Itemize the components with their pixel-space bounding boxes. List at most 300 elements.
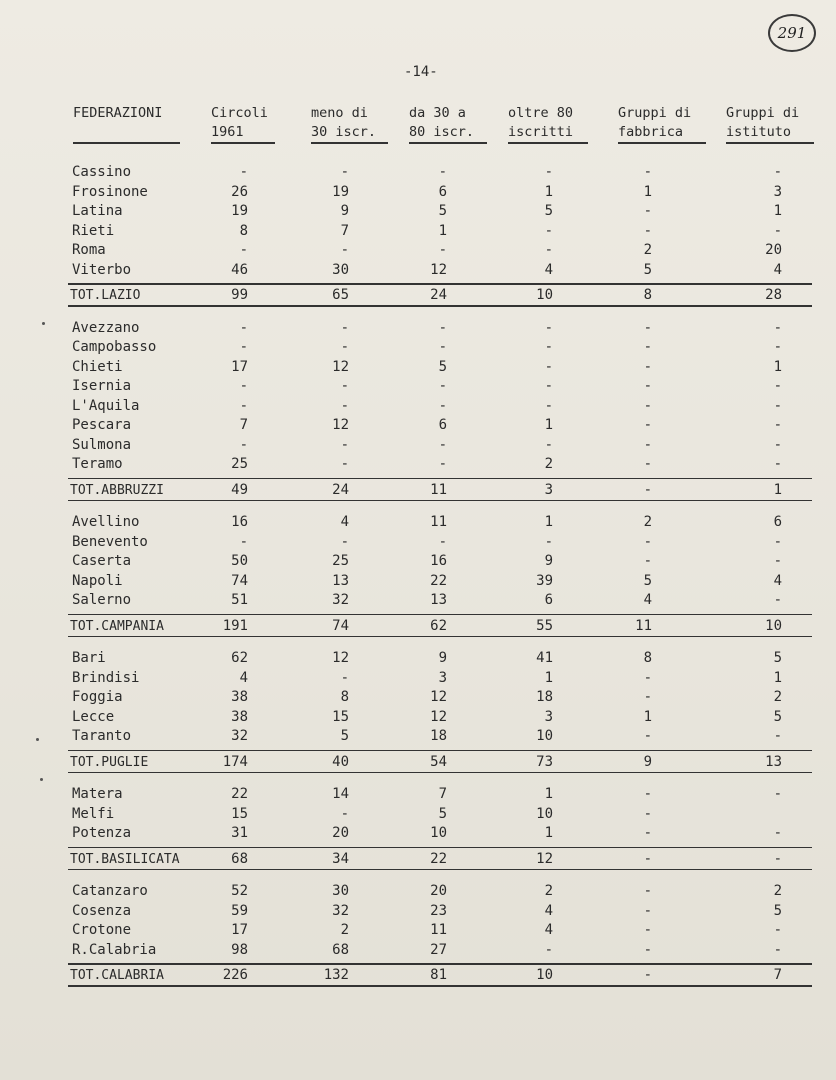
table-cell: - (643, 436, 652, 453)
table-cell: 226 (222, 967, 248, 983)
table-cell: - (340, 319, 349, 336)
table-cell: 14 (332, 786, 349, 802)
table-cell: 32 (231, 728, 248, 744)
table-cell: 4 (773, 572, 782, 589)
table-cell: 1 (773, 358, 782, 375)
table-cell: - (544, 319, 553, 336)
table-cell: 9 (340, 203, 349, 219)
table-cell: 25 (231, 456, 248, 472)
table-cell: - (643, 922, 652, 938)
table-cell: 13 (765, 753, 782, 770)
table-cell: - (340, 339, 349, 355)
table-cell: 10 (765, 617, 782, 634)
header-line1: FEDERAZIONI (73, 105, 163, 121)
table-cell: - (340, 164, 349, 180)
table-cell: - (773, 592, 782, 608)
table-cell: 8 (643, 287, 652, 303)
table-cell: 16 (430, 553, 447, 569)
federation-name: Frosinone (72, 183, 148, 200)
table-cell: 15 (332, 708, 349, 725)
table-cell: - (544, 164, 553, 180)
table-cell: 19 (332, 183, 349, 200)
table-cell: 7 (438, 786, 447, 802)
table-cell: 13 (430, 592, 447, 608)
total-top-rule (68, 614, 812, 616)
total-bottom-rule (68, 985, 812, 987)
total-top-rule (68, 750, 812, 752)
table-cell: 11 (430, 922, 447, 938)
header-underline (73, 142, 180, 144)
table-cell: - (643, 553, 652, 569)
table-cell: 1 (544, 417, 553, 433)
table-cell: - (773, 825, 782, 841)
header-line2: 30 iscr. (311, 124, 377, 140)
total-top-rule (68, 283, 812, 285)
table-cell: 6 (438, 417, 447, 433)
table-cell: 54 (430, 753, 447, 770)
table-cell: - (773, 922, 782, 938)
table-cell: 11 (430, 514, 447, 530)
table-cell: 81 (430, 967, 447, 983)
table-cell: - (643, 481, 652, 498)
table-cell: - (643, 902, 652, 919)
total-label: TOT.ABBRUZZI (70, 482, 164, 498)
header-line1: oltre 80 (508, 105, 574, 121)
table-cell: 9 (643, 753, 652, 770)
table-cell: 1 (773, 203, 782, 219)
header-line2: fabbrica (618, 124, 684, 140)
federation-name: Melfi (72, 805, 115, 822)
table-cell: 19 (231, 203, 248, 219)
header-line2: istituto (726, 124, 792, 140)
table-cell: 65 (332, 287, 349, 303)
federation-name: Isernia (72, 378, 132, 394)
table-cell: - (544, 378, 553, 394)
table-cell: 1 (544, 786, 553, 802)
header-line1: Gruppi di (726, 105, 800, 121)
header-line2: 80 iscr. (409, 124, 475, 140)
table-cell: 73 (536, 753, 553, 770)
table-cell: 30 (332, 261, 349, 278)
table-cell: 6 (438, 183, 447, 200)
table-cell: - (643, 378, 652, 394)
total-top-rule (68, 478, 812, 480)
table-cell: 12 (332, 417, 349, 433)
table-cell: 51 (231, 592, 248, 608)
table-cell: 11 (430, 481, 447, 498)
header-line1: meno di (311, 105, 368, 121)
table-cell: 6 (773, 514, 782, 530)
table-cell: - (643, 669, 652, 686)
table-cell: 5 (643, 572, 652, 589)
table-cell: 1 (643, 708, 652, 725)
table-cell: - (773, 339, 782, 355)
table-cell: 22 (430, 850, 447, 867)
table-cell: 20 (430, 883, 447, 899)
table-cell: - (438, 242, 447, 258)
federation-name: Rieti (72, 222, 115, 239)
table-cell: - (643, 222, 652, 239)
table-cell: 2 (340, 922, 349, 938)
federation-name: Foggia (72, 689, 123, 705)
table-cell: - (239, 378, 248, 394)
table-cell: 49 (231, 481, 248, 498)
table-cell: 12 (430, 261, 447, 278)
federation-name: Matera (72, 786, 123, 802)
col-circoli-header (211, 104, 268, 142)
table-cell: 18 (430, 728, 447, 744)
table-cell: 17 (231, 358, 248, 375)
table-cell: 2 (643, 242, 652, 258)
table-cell: 1 (438, 222, 447, 239)
table-cell: 5 (438, 203, 447, 219)
table-cell: 4 (643, 592, 652, 608)
table-cell: 4 (773, 261, 782, 278)
header-underline (211, 142, 275, 144)
table-cell: 12 (332, 650, 349, 666)
table-cell: 2 (544, 883, 553, 899)
federation-name: Lecce (72, 708, 115, 725)
table-cell: 12 (332, 358, 349, 375)
table-cell: 2 (773, 689, 782, 705)
total-label: TOT.PUGLIE (70, 754, 149, 770)
table-cell: 62 (231, 650, 248, 666)
table-cell: - (773, 941, 782, 958)
table-cell: 38 (231, 708, 248, 725)
table-cell: - (340, 805, 349, 822)
table-cell: - (773, 222, 782, 239)
federation-name: Avellino (72, 514, 140, 530)
table-cell: 5 (544, 203, 553, 219)
table-cell: 8 (340, 689, 349, 705)
table-cell: - (340, 533, 349, 550)
table-cell: 32 (332, 902, 349, 919)
federation-name: Bari (72, 650, 106, 666)
table-cell: 3 (773, 183, 782, 200)
table-cell: 4 (340, 514, 349, 530)
table-cell: - (340, 456, 349, 472)
table-cell: - (340, 669, 349, 686)
table-cell: - (643, 319, 652, 336)
federation-name: Benevento (72, 533, 148, 550)
margin-mark (36, 738, 39, 741)
table-cell: - (239, 319, 248, 336)
table-cell: 3 (544, 708, 553, 725)
table-cell: - (438, 378, 447, 394)
table-cell: - (773, 728, 782, 744)
table-cell: - (773, 417, 782, 433)
table-cell: - (643, 164, 652, 180)
table-cell: - (643, 417, 652, 433)
table-cell: - (643, 358, 652, 375)
table-cell: 38 (231, 689, 248, 705)
archive-page-stamp: 291 (768, 14, 816, 52)
table-cell: 9 (438, 650, 447, 666)
table-cell: 30 (332, 883, 349, 899)
col-gruppi-istituto-header (726, 104, 799, 142)
margin-mark (42, 322, 45, 325)
table-cell: - (643, 941, 652, 958)
table-cell: 10 (536, 287, 553, 303)
table-cell: 5 (773, 650, 782, 666)
table-cell: 27 (430, 941, 447, 958)
table-cell: 68 (332, 941, 349, 958)
table-cell: - (340, 378, 349, 394)
total-bottom-rule (68, 305, 812, 307)
federation-name: Chieti (72, 358, 123, 375)
total-bottom-rule (68, 772, 812, 774)
table-cell: - (643, 728, 652, 744)
federation-name: Caserta (72, 553, 132, 569)
federation-name: Cosenza (72, 902, 132, 919)
table-cell: 10 (536, 967, 553, 983)
table-cell: 34 (332, 850, 349, 867)
table-cell: 15 (231, 805, 248, 822)
table-cell: 50 (231, 553, 248, 569)
table-cell: 98 (231, 941, 248, 958)
table-cell: - (438, 436, 447, 453)
federation-name: Pescara (72, 417, 132, 433)
table-cell: - (239, 339, 248, 355)
total-bottom-rule (68, 500, 812, 502)
header-line2: iscritti (508, 124, 574, 140)
table-cell: 12 (430, 689, 447, 705)
header-underline (508, 142, 588, 144)
table-cell: 99 (231, 287, 248, 303)
table-cell: 3 (544, 481, 553, 498)
federation-name: Potenza (72, 825, 132, 841)
table-cell: - (438, 533, 447, 550)
table-cell: 5 (773, 708, 782, 725)
table-cell: - (239, 242, 248, 258)
total-top-rule (68, 963, 812, 965)
table-cell: 5 (340, 728, 349, 744)
table-cell: 2 (544, 456, 553, 472)
federation-name: R.Calabria (72, 941, 157, 958)
table-cell: 41 (536, 650, 553, 666)
table-cell: 174 (222, 753, 248, 770)
table-cell: - (544, 358, 553, 375)
table-cell: - (773, 553, 782, 569)
header-line1: da 30 a (409, 105, 466, 121)
table-cell: 1 (643, 183, 652, 200)
table-cell: 3 (438, 669, 447, 686)
table-cell: 4 (544, 261, 553, 278)
federation-name: Catanzaro (72, 883, 148, 899)
table-cell: 1 (773, 669, 782, 686)
total-label: TOT.LAZIO (70, 288, 141, 303)
table-cell: 13 (332, 572, 349, 589)
table-cell: 5 (773, 902, 782, 919)
header-line1: Circoli (211, 105, 268, 121)
total-label: TOT.CAMPANIA (70, 618, 164, 634)
federation-name: Roma (72, 242, 106, 258)
table-cell: - (643, 456, 652, 472)
table-cell: 20 (765, 242, 782, 258)
total-label: TOT.BASILICATA (70, 851, 180, 867)
federation-name: Viterbo (72, 261, 132, 278)
table-cell: 22 (231, 786, 248, 802)
table-cell: 1 (544, 669, 553, 686)
table-cell: 62 (430, 617, 447, 634)
table-cell: - (643, 825, 652, 841)
table-cell: 40 (332, 753, 349, 770)
table-cell: - (340, 242, 349, 258)
table-cell: - (544, 397, 553, 414)
table-cell: 24 (430, 287, 447, 303)
table-cell: - (643, 689, 652, 705)
table-cell: - (773, 533, 782, 550)
col-oltre-80-header (508, 104, 573, 142)
col-30-80-header (409, 104, 474, 142)
table-cell: 2 (643, 514, 652, 530)
table-cell: 74 (332, 617, 349, 634)
table-cell: 191 (222, 617, 248, 634)
header-line1: Gruppi di (618, 105, 692, 121)
page-number: -14- (404, 64, 438, 80)
table-cell: 5 (643, 261, 652, 278)
table-cell: 7 (340, 222, 349, 239)
table-cell: 26 (231, 183, 248, 200)
federation-name: Latina (72, 203, 123, 219)
margin-mark (40, 778, 43, 781)
federation-name: Taranto (72, 728, 132, 744)
table-cell: 74 (231, 572, 248, 589)
table-cell: 28 (765, 287, 782, 303)
col-meno-30-header (311, 104, 376, 142)
total-bottom-rule (68, 869, 812, 871)
table-cell: - (773, 786, 782, 802)
table-cell: 39 (536, 572, 553, 589)
header-line2: 1961 (211, 124, 244, 140)
table-cell: 68 (231, 850, 248, 867)
table-cell: 10 (536, 728, 553, 744)
table-cell: 4 (544, 902, 553, 919)
table-cell: 1 (544, 825, 553, 841)
total-label: TOT.CALABRIA (70, 968, 164, 983)
table-cell: 25 (332, 553, 349, 569)
table-cell: 1 (544, 183, 553, 200)
table-cell: 31 (231, 825, 248, 841)
table-cell: 10 (430, 825, 447, 841)
federation-name: L'Aquila (72, 397, 140, 414)
table-cell: 7 (239, 417, 248, 433)
col-gruppi-fabbrica-header (618, 104, 691, 142)
table-cell: - (643, 339, 652, 355)
table-cell: 2 (773, 883, 782, 899)
table-cell: - (239, 533, 248, 550)
table-cell: 16 (231, 514, 248, 530)
table-cell: - (643, 203, 652, 219)
table-cell: - (643, 850, 652, 867)
table-cell: - (773, 164, 782, 180)
table-cell: 7 (773, 967, 782, 983)
table-cell: - (239, 436, 248, 453)
table-cell: - (544, 242, 553, 258)
table-cell: 132 (323, 967, 349, 983)
table-cell: 12 (430, 708, 447, 725)
table-cell: 32 (332, 592, 349, 608)
table-cell: - (773, 397, 782, 414)
table-cell: 1 (544, 514, 553, 530)
table-cell: 55 (536, 617, 553, 634)
total-bottom-rule (68, 636, 812, 638)
table-cell: - (773, 436, 782, 453)
table-cell: - (544, 533, 553, 550)
table-cell: - (544, 436, 553, 453)
table-cell: - (773, 850, 782, 867)
table-cell: - (643, 786, 652, 802)
federation-name: Salerno (72, 592, 132, 608)
federation-name: Cassino (72, 164, 132, 180)
table-cell: 23 (430, 902, 447, 919)
table-cell: - (438, 319, 447, 336)
federation-name: Sulmona (72, 436, 132, 453)
federation-name: Campobasso (72, 339, 157, 355)
federation-name: Teramo (72, 456, 123, 472)
table-cell: 8 (239, 222, 248, 239)
table-cell: - (773, 456, 782, 472)
table-cell: 22 (430, 572, 447, 589)
federation-name: Avezzano (72, 319, 140, 336)
table-cell: 46 (231, 261, 248, 278)
table-cell: 10 (536, 805, 553, 822)
table-cell: - (643, 397, 652, 414)
table-cell: 52 (231, 883, 248, 899)
table-cell: 18 (536, 689, 553, 705)
table-cell: - (773, 319, 782, 336)
table-cell: 4 (239, 669, 248, 686)
header-underline (409, 142, 487, 144)
table-cell: 12 (536, 850, 553, 867)
table-cell: - (643, 805, 652, 822)
table-cell: - (544, 222, 553, 239)
table-cell: - (438, 164, 447, 180)
col-federazioni-header (73, 104, 162, 123)
table-cell: - (438, 456, 447, 472)
table-cell: 1 (773, 481, 782, 498)
table-cell: 6 (544, 592, 553, 608)
table-cell: - (773, 378, 782, 394)
table-cell: 24 (332, 481, 349, 498)
federation-name: Crotone (72, 922, 132, 938)
table-cell: - (643, 967, 652, 983)
table-cell: 5 (438, 358, 447, 375)
table-cell: - (340, 436, 349, 453)
total-top-rule (68, 847, 812, 849)
table-cell: - (340, 397, 349, 414)
header-underline (311, 142, 388, 144)
table-cell: - (643, 533, 652, 550)
table-cell: 17 (231, 922, 248, 938)
table-cell: - (239, 164, 248, 180)
table-cell: 20 (332, 825, 349, 841)
table-cell: - (544, 941, 553, 958)
header-underline (726, 142, 814, 144)
table-cell: 4 (544, 922, 553, 938)
table-cell: - (438, 339, 447, 355)
table-cell: - (544, 339, 553, 355)
federation-name: Brindisi (72, 669, 140, 686)
federation-name: Napoli (72, 572, 123, 589)
table-cell: 5 (438, 805, 447, 822)
table-cell: 59 (231, 902, 248, 919)
table-cell: 8 (643, 650, 652, 666)
header-underline (618, 142, 706, 144)
table-cell: 9 (544, 553, 553, 569)
table-cell: - (239, 397, 248, 414)
table-cell: - (643, 883, 652, 899)
